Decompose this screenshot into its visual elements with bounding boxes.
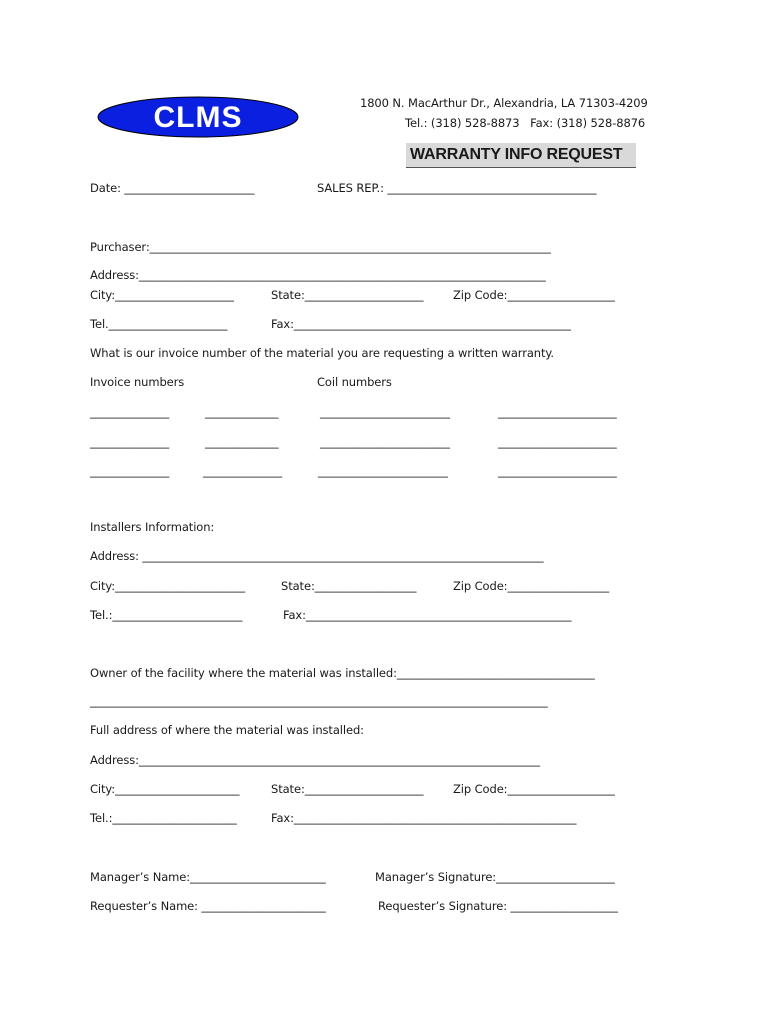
manager-signature-field[interactable]: Manager’s Signature:_____________________	[375, 870, 615, 884]
sales-rep-field[interactable]: SALES REP.: _____________________________________	[317, 181, 597, 195]
facility-owner-field[interactable]: Owner of the facility where the material was installed:___________________________________	[90, 666, 595, 680]
requester-signature-field[interactable]: Requester’s Signature: ___________________	[378, 899, 618, 913]
purchaser-fax-field[interactable]: Fax:_________________________________________________	[271, 317, 571, 331]
invoice-number-blank[interactable]: ______________	[90, 435, 170, 449]
logo-text: CLMS	[153, 101, 243, 134]
coil-number-blank[interactable]: _____________________	[498, 435, 617, 449]
installers-heading: Installers Information:	[90, 520, 215, 534]
coil-numbers-header: Coil numbers	[317, 375, 392, 389]
invoice-question: What is our invoice number of the material you are requesting a written warranty.	[90, 346, 554, 360]
invoice-number-blank[interactable]: _____________	[205, 405, 279, 419]
invoice-number-blank[interactable]: ______________	[90, 464, 170, 478]
coil-number-blank[interactable]: _______________________	[320, 435, 450, 449]
purchaser-address-field[interactable]: Address:________________________________________________________________________	[90, 268, 546, 282]
site-city-field[interactable]: City:______________________	[90, 782, 240, 796]
installer-tel-field[interactable]: Tel.:_______________________	[90, 608, 243, 622]
purchaser-field[interactable]: Purchaser:_______________________________________________________________________	[90, 240, 551, 254]
coil-number-blank[interactable]: _____________________	[498, 405, 617, 419]
requester-name-field[interactable]: Requester’s Name: ______________________	[90, 899, 326, 913]
installer-city-field[interactable]: City:_______________________	[90, 579, 246, 593]
site-tel-field[interactable]: Tel.:______________________	[90, 811, 237, 825]
company-phone-fax: Tel.: (318) 528-8873 Fax: (318) 528-8876	[405, 116, 646, 130]
facility-owner-line-2[interactable]: _________________________________________________________________________________	[90, 694, 548, 708]
purchaser-state-field[interactable]: State:_____________________	[271, 288, 424, 302]
invoice-number-blank[interactable]: _____________	[205, 435, 279, 449]
installer-fax-field[interactable]: Fax:_______________________________________________	[283, 608, 572, 622]
company-address: 1800 N. MacArthur Dr., Alexandria, LA 71303-4209	[360, 96, 648, 110]
coil-number-blank[interactable]: _______________________	[318, 464, 448, 478]
purchaser-tel-field[interactable]: Tel._____________________	[90, 317, 228, 331]
site-state-field[interactable]: State:_____________________	[271, 782, 424, 796]
purchaser-city-field[interactable]: City:_____________________	[90, 288, 234, 302]
manager-name-field[interactable]: Manager’s Name:________________________	[90, 870, 326, 884]
purchaser-zip-field[interactable]: Zip Code:___________________	[453, 288, 615, 302]
date-field[interactable]: Date: _______________________	[90, 181, 255, 195]
installer-zip-field[interactable]: Zip Code:__________________	[453, 579, 610, 593]
invoice-number-blank[interactable]: ______________	[203, 464, 283, 478]
invoice-numbers-header: Invoice numbers	[90, 375, 185, 389]
coil-number-blank[interactable]: _______________________	[320, 405, 450, 419]
site-zip-field[interactable]: Zip Code:___________________	[453, 782, 615, 796]
form-title: WARRANTY INFO REQUEST	[410, 146, 623, 163]
invoice-number-blank[interactable]: ______________	[90, 405, 170, 419]
site-fax-field[interactable]: Fax:__________________________________________________	[271, 811, 577, 825]
site-address-field[interactable]: Address:_______________________________________________________________________	[90, 753, 541, 767]
full-address-heading: Full address of where the material was installed:	[90, 723, 364, 737]
installer-state-field[interactable]: State:__________________	[281, 579, 417, 593]
clms-logo	[97, 96, 299, 138]
coil-number-blank[interactable]: _____________________	[498, 464, 617, 478]
installer-address-field[interactable]: Address: _______________________________________________________________________	[90, 549, 544, 563]
